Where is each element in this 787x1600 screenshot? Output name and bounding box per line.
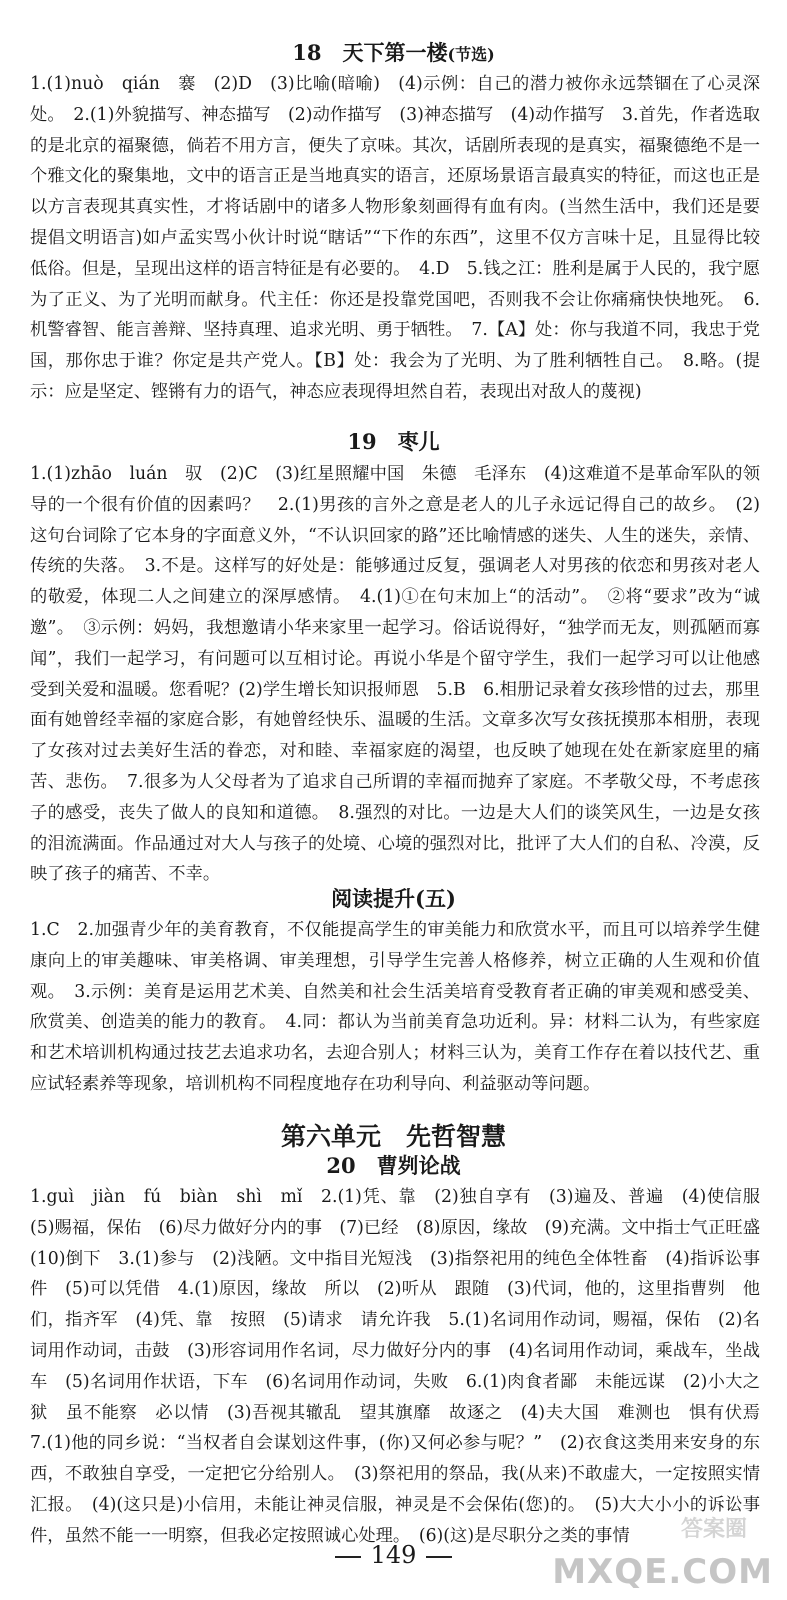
section-title-text: 20 曹刿论战 <box>326 1153 461 1178</box>
section-title-18 <box>0 40 787 68</box>
watermark-cn: 答案圈 <box>680 1517 747 1542</box>
answer-paragraph: 1.guì jiàn fú biàn shì mǐ 2.(1)凭、靠 (2)独自享有 (3)遍及、普遍 (4)使信服 (5)赐福，保佑 (6)尽力做好分内的事 (7)已经 (8)原因，缘故 (9)充满。文中指士气正旺盛 (10)倒下 3.(1)参与 (2)浅陋。文中指目光短浅 (3)指祭祀用的纯色全体牲畜 (4)指诉讼事件 (5)可以凭借 4.(1)原因，缘故 所以 (2)听从 跟随 (3)代词，他的，这里指曹刿 他们，指齐军 (4)凭、靠 按照 (5)请求 请允许我 5.(1)名词用作动词，赐福，保佑 (2)名词用作动词，击鼓 (3)形容词用作名词，尽力做好分内的事 (4)名词用作动词，乘战车，坐战车 (5)名词用作状语，下车 (6)名词用作动词，失败 6.(1)肉食者鄙 未能远谋 (2)小大之狱 虽不能察 必以情 (3)吾视其辙乱 望其旗靡 故逐之 (4)夫大国 难测也 惧有伏焉 7.(1)他的同乡说：“当权者自会谋划这件事，(你)又何必参与呢？” (2)衣食这类用来安身的东西，不敢独自享受，一定把它分给别人。 (3)祭祀用的祭品，我(从来)不敢虚大，一定按照实情汇报。 (4)(这只是)小信用，未能让神灵信服，神灵是不会保佑(您)的。 (5)大大小小的诉讼事件，虽然不能一一明察，但我必定按照诚心处理。 (6)(这)是尽职分之类的事情 <box>30 1187 778 1546</box>
answer-paragraph: 1.C 2.加强青少年的美育教育，不仅能提高学生的审美能力和欣赏水平，而且可以培养学生健康向上的审美趣味、审美格调、审美理想，引导学生完善人格修养，树立正确的人生观和价值观。 3.示例：美育是运用艺术美、自然美和社会生活美培育受教育者正确的审美观和感受美、欣赏美、创造美的能力的教育。 4.同：都认为当前美育急功近利。异：材料二认为，有些家庭和艺术培训机构通过技艺去追求功名，去迎合别人；材料三认为，美育工作存在着以技代艺、重应试轻素养等现象，培训机构不同程度地存在功利导向、利益驱动等问题。 <box>30 920 760 1094</box>
answer-paragraph: 1.(1)nuò qián 褰 (2)D (3)比喻(暗喻) (4)示例：自己的潜力被你永远禁锢在了心灵深处。 2.(1)外貌描写、神态描写 (2)动作描写 (3)神态描写 (4)动作描写 3.首先，作者选取的是北京的福聚德，倘若不用方言，便失了京味。其次，话剧所表现的是真实，福聚德绝不是一个雅文化的聚集地，文中的语言正是当地真实的语言，还原场景语言最真实的特征，而这也正是以方言表现其真实性，才将话剧中的诸多人物形象刻画得有血有肉。(当然生活中，我们还是要提倡文明语言)如卢孟实骂小伙计时说“瞎话”“下作的东西”，这里不仅方言味十足，且显得比较低俗。但是，呈现出这样的语言特征是有必要的。 4.D 5.钱之江：胜利是属于人民的，我宁愿为了正义、为了光明而献身。代主任：你还是投靠党国吧，否则我不会让你痛痛快快地死。 6.机警睿智、能言善辩、坚持真理、追求光明、勇于牺牲。 7.【A】处：你与我道不同，我忠于党国，那你忠于谁？你定是共产党人。【B】处：我会为了光明、为了胜利牺牲自己。 8.略。(提示：应是坚定、铿锵有力的语气，神态应表现得坦然自若，表现出对敌人的蔑视) <box>30 74 760 402</box>
section-body-reading-5 <box>30 915 760 1100</box>
dash-left <box>335 1556 361 1558</box>
section-body-18 <box>30 69 760 408</box>
watermark: MXQE.COM <box>552 1552 773 1592</box>
section-title-19 <box>0 429 787 455</box>
dash-right <box>426 1556 452 1558</box>
unit-title-text: 第六单元 先哲智慧 <box>280 1122 506 1151</box>
section-title-text: 19 枣儿 <box>347 429 440 454</box>
section-title-20 <box>0 1153 787 1179</box>
section-title-reading-5 <box>0 886 787 912</box>
section-body-20 <box>30 1182 778 1552</box>
section-body-19 <box>30 459 760 890</box>
section-title-text: 阅读提升(五) <box>331 886 456 911</box>
unit-title <box>0 1122 787 1152</box>
section-title-text: 18 天下第一楼 <box>292 40 448 65</box>
page-number-text: 149 <box>370 1541 417 1569</box>
answer-paragraph: 1.(1)zhāo luán 驭 (2)C (3)红星照耀中国 朱德 毛泽东 (4)这难道不是革命军队的领导的一个很有价值的因素吗？ 2.(1)男孩的言外之意是老人的儿子永远记得自己的故乡。 (2)这句台词除了它本身的字面意义外，“不认识回家的路”还比喻情感的迷失、人生的迷失，亲情、传统的失落。 3.不是。这样写的好处是：能够通过反复，强调老人对男孩的依恋和男孩对老人的敬爱，体现二人之间建立的深厚感情。 4.(1)①在句末加上“的活动”。 ②将“要求”改为“诚邀”。 ③示例：妈妈，我想邀请小华来家里一起学习。俗话说得好，“独学而无友，则孤陋而寡闻”，我们一起学习，有问题可以互相讨论。再说小华是个留守学生，我们一起学习可以让他感受到关爱和温暖。您看呢？(2)学生增长知识报师恩 5.B 6.相册记录着女孩珍惜的过去，那里面有她曾经幸福的家庭合影，有她曾经快乐、温暖的生活。文章多次写女孩抚摸那本相册，表现了女孩对过去美好生活的眷恋，对和睦、幸福家庭的渴望，也反映了她现在处在新家庭里的痛苦、悲伤。 7.很多为人父母者为了追求自己所谓的幸福而抛弃了家庭。不孝敬父母，不考虑孩子的感受，丧失了做人的良知和道德。 8.强烈的对比。一边是大人们的谈笑风生，一边是女孩的泪流满面。作品通过对大人与孩子的处境、心境的强烈对比，批评了大人们的自私、冷漠，反映了孩子的痛苦、不幸。 <box>30 464 760 885</box>
section-title-sub: (节选) <box>447 45 495 64</box>
